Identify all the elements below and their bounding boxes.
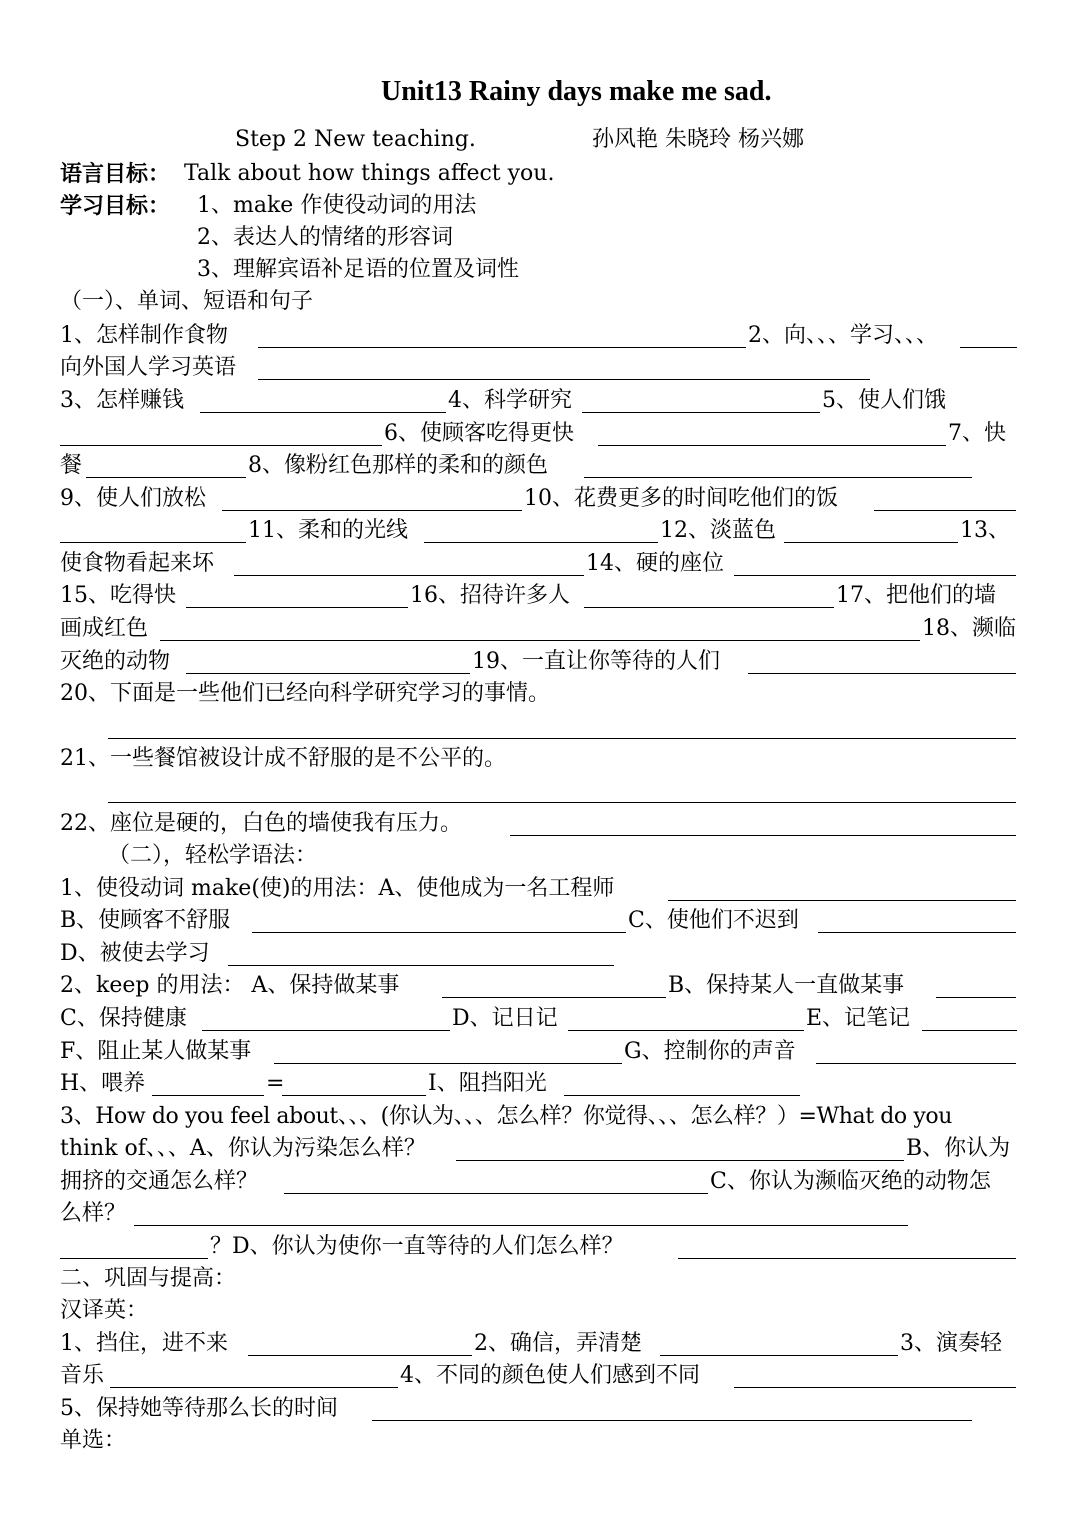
subsection-heading: 汉译英： [60,1298,149,1323]
page-title: Unit13 Rainy days make me sad. [381,76,772,107]
answer-blank[interactable] [734,575,1016,576]
study-goal-label: 学习目标： [60,193,171,219]
question-label: 7、快 [948,421,1006,446]
study-goal-item: 3、理解宾语补足语的位置及词性 [197,257,519,282]
answer-blank[interactable] [274,1063,622,1064]
section-heading: （一）、单词、短语和句子 [60,289,314,314]
question-label: 5、保持她等待那么长的时间 [60,1396,338,1421]
question-label: 3、How do you feel about、、、(你认为、、、怎么样？你觉得、、、怎么样？）=What do you [60,1104,952,1129]
question-label: 4、不同的颜色使人们感到不同 [400,1363,700,1388]
question-label: 8、像粉红色那样的柔和的颜色 [248,453,548,478]
question-label: D、被使去学习 [60,941,210,966]
language-goal-row [60,158,1017,190]
answer-blank[interactable] [784,542,958,543]
answer-blank[interactable] [108,802,1016,803]
question-label: 向外国人学习英语 [60,355,237,380]
question-label: 1、怎样制作食物 [60,323,228,348]
answer-blank[interactable] [60,542,246,543]
answer-blank[interactable] [258,347,746,348]
answer-blank[interactable] [86,477,246,478]
answer-blank[interactable] [568,1030,804,1031]
answer-blank[interactable] [202,1030,450,1031]
exercise-row [60,320,1017,352]
answer-blank[interactable] [186,673,470,674]
question-label: 19、一直让你等待的人们 [472,649,720,674]
answer-blank[interactable] [200,412,446,413]
answer-blank[interactable] [372,1420,972,1421]
question-label: 18、濒临 [922,616,1016,641]
question-label: 拥挤的交通怎么样？ [60,1169,259,1194]
question-label: 2、确信，弄清楚 [474,1331,642,1356]
question-label: 15、吃得快 [60,583,176,608]
answer-blank[interactable] [584,477,972,478]
question-label: 6、使顾客吃得更快 [384,421,574,446]
question-label: 音乐 [60,1363,105,1388]
question-label: G、控制你的声音 [624,1039,796,1064]
question-label: 餐 [60,453,83,478]
answer-blank[interactable] [282,1095,426,1096]
answer-blank[interactable] [678,1258,1016,1259]
answer-blank[interactable] [134,1225,908,1226]
question-label: 22、座位是硬的，白色的墙使我有压力。 [60,811,462,836]
equals-sign: = [266,1071,285,1096]
question-label: 12、淡蓝色 [660,518,776,543]
answer-blank[interactable] [60,1258,208,1259]
answer-blank[interactable] [424,542,658,543]
question-label: 20、下面是一些他们已经向科学研究学习的事情。 [60,681,550,706]
answer-blank[interactable] [222,510,522,511]
answer-blank[interactable] [60,445,382,446]
answer-blank[interactable] [734,1387,1016,1388]
answer-blank[interactable] [960,347,1017,348]
language-goal-label: 语言目标： [60,161,171,187]
question-label: 画成红色 [60,616,149,641]
answer-blank[interactable] [598,445,946,446]
answer-blank[interactable] [152,1095,264,1096]
question-label: F、阻止某人做某事 [60,1039,252,1064]
answer-blank[interactable] [160,640,920,641]
study-goal-row [60,190,1017,222]
question-label: 4、科学研究 [448,388,572,413]
subsection-heading: 单选： [60,1428,127,1453]
question-label: ？D、你认为使你一直等待的人们怎么样？ [210,1234,624,1259]
question-label: C、你认为濒临灭绝的动物怎 [710,1169,991,1194]
question-label: H、喂养 [60,1071,146,1096]
answer-blank[interactable] [186,607,408,608]
step-label: Step 2 New teaching. [235,127,476,152]
question-label: 10、花费更多的时间吃他们的饭 [524,486,838,511]
question-label: 14、硬的座位 [586,551,724,576]
question-label: 么样？ [60,1201,127,1226]
answer-blank[interactable] [874,510,1016,511]
answer-blank[interactable] [748,673,1016,674]
answer-blank[interactable] [234,575,584,576]
question-label: 3、怎样赚钱 [60,388,184,413]
question-label: 21、一些餐馆被设计成不舒服的是不公平的。 [60,746,506,771]
question-label: E、记笔记 [806,1006,911,1031]
answer-blank[interactable] [584,607,834,608]
answer-blank[interactable] [936,997,1016,998]
answer-blank[interactable] [510,835,1016,836]
answer-blank[interactable] [660,1355,898,1356]
answer-blank[interactable] [582,412,820,413]
question-label: 17、把他们的墙 [836,583,996,608]
language-goal-text: Talk about how things affect you. [184,161,555,186]
question-label: 灭绝的动物 [60,649,171,674]
section-heading: 二、巩固与提高： [60,1266,237,1291]
question-label: think of、、、A、你认为污染怎么样？ [60,1136,426,1161]
question-label: 2、向、、、学习、、、 [748,323,938,348]
question-label: C、保持健康 [60,1006,187,1031]
authors: 孙风艳 朱晓玲 杨兴娜 [592,127,804,152]
answer-blank[interactable] [456,1160,904,1161]
question-label: B、使顾客不舒服 [60,908,231,933]
answer-blank[interactable] [442,997,666,998]
answer-blank[interactable] [248,1355,472,1356]
section-heading: （二），轻松学语法： [108,843,318,868]
answer-blank[interactable] [228,965,614,966]
study-goal-item: 1、make 作使役动词的用法 [197,193,477,218]
question-label: B、你认为 [906,1136,1011,1161]
question-label: 2、keep 的用法： A、保持做某事 [60,973,400,998]
question-label: 11、柔和的光线 [248,518,408,543]
answer-blank[interactable] [284,1193,708,1194]
question-label: 3、演奏轻 [900,1331,1002,1356]
question-label: 使食物看起来坏 [60,551,215,576]
question-label: 9、使人们放松 [60,486,206,511]
answer-blank[interactable] [110,1387,398,1388]
question-label: 1、使役动词 make(使)的用法：A、使他成为一名工程师 [60,876,615,901]
answer-blank[interactable] [258,379,870,380]
question-label: 16、招待许多人 [410,583,570,608]
answer-blank[interactable] [252,932,626,933]
question-label: D、记日记 [452,1006,558,1031]
question-label: 5、使人们饿 [822,388,946,413]
answer-blank[interactable] [818,932,1016,933]
answer-blank[interactable] [108,738,1016,739]
study-goal-item: 2、表达人的情绪的形容词 [197,225,453,250]
answer-blank[interactable] [564,1095,800,1096]
question-label: 1、挡住，进不来 [60,1331,228,1356]
question-label: 13、 [960,518,1010,543]
answer-blank[interactable] [668,900,1016,901]
answer-blank[interactable] [816,1063,1016,1064]
question-label: C、使他们不迟到 [628,908,799,933]
question-label: B、保持某人一直做某事 [668,973,905,998]
answer-blank[interactable] [922,1030,1017,1031]
question-label: I、阻挡阳光 [428,1071,547,1096]
